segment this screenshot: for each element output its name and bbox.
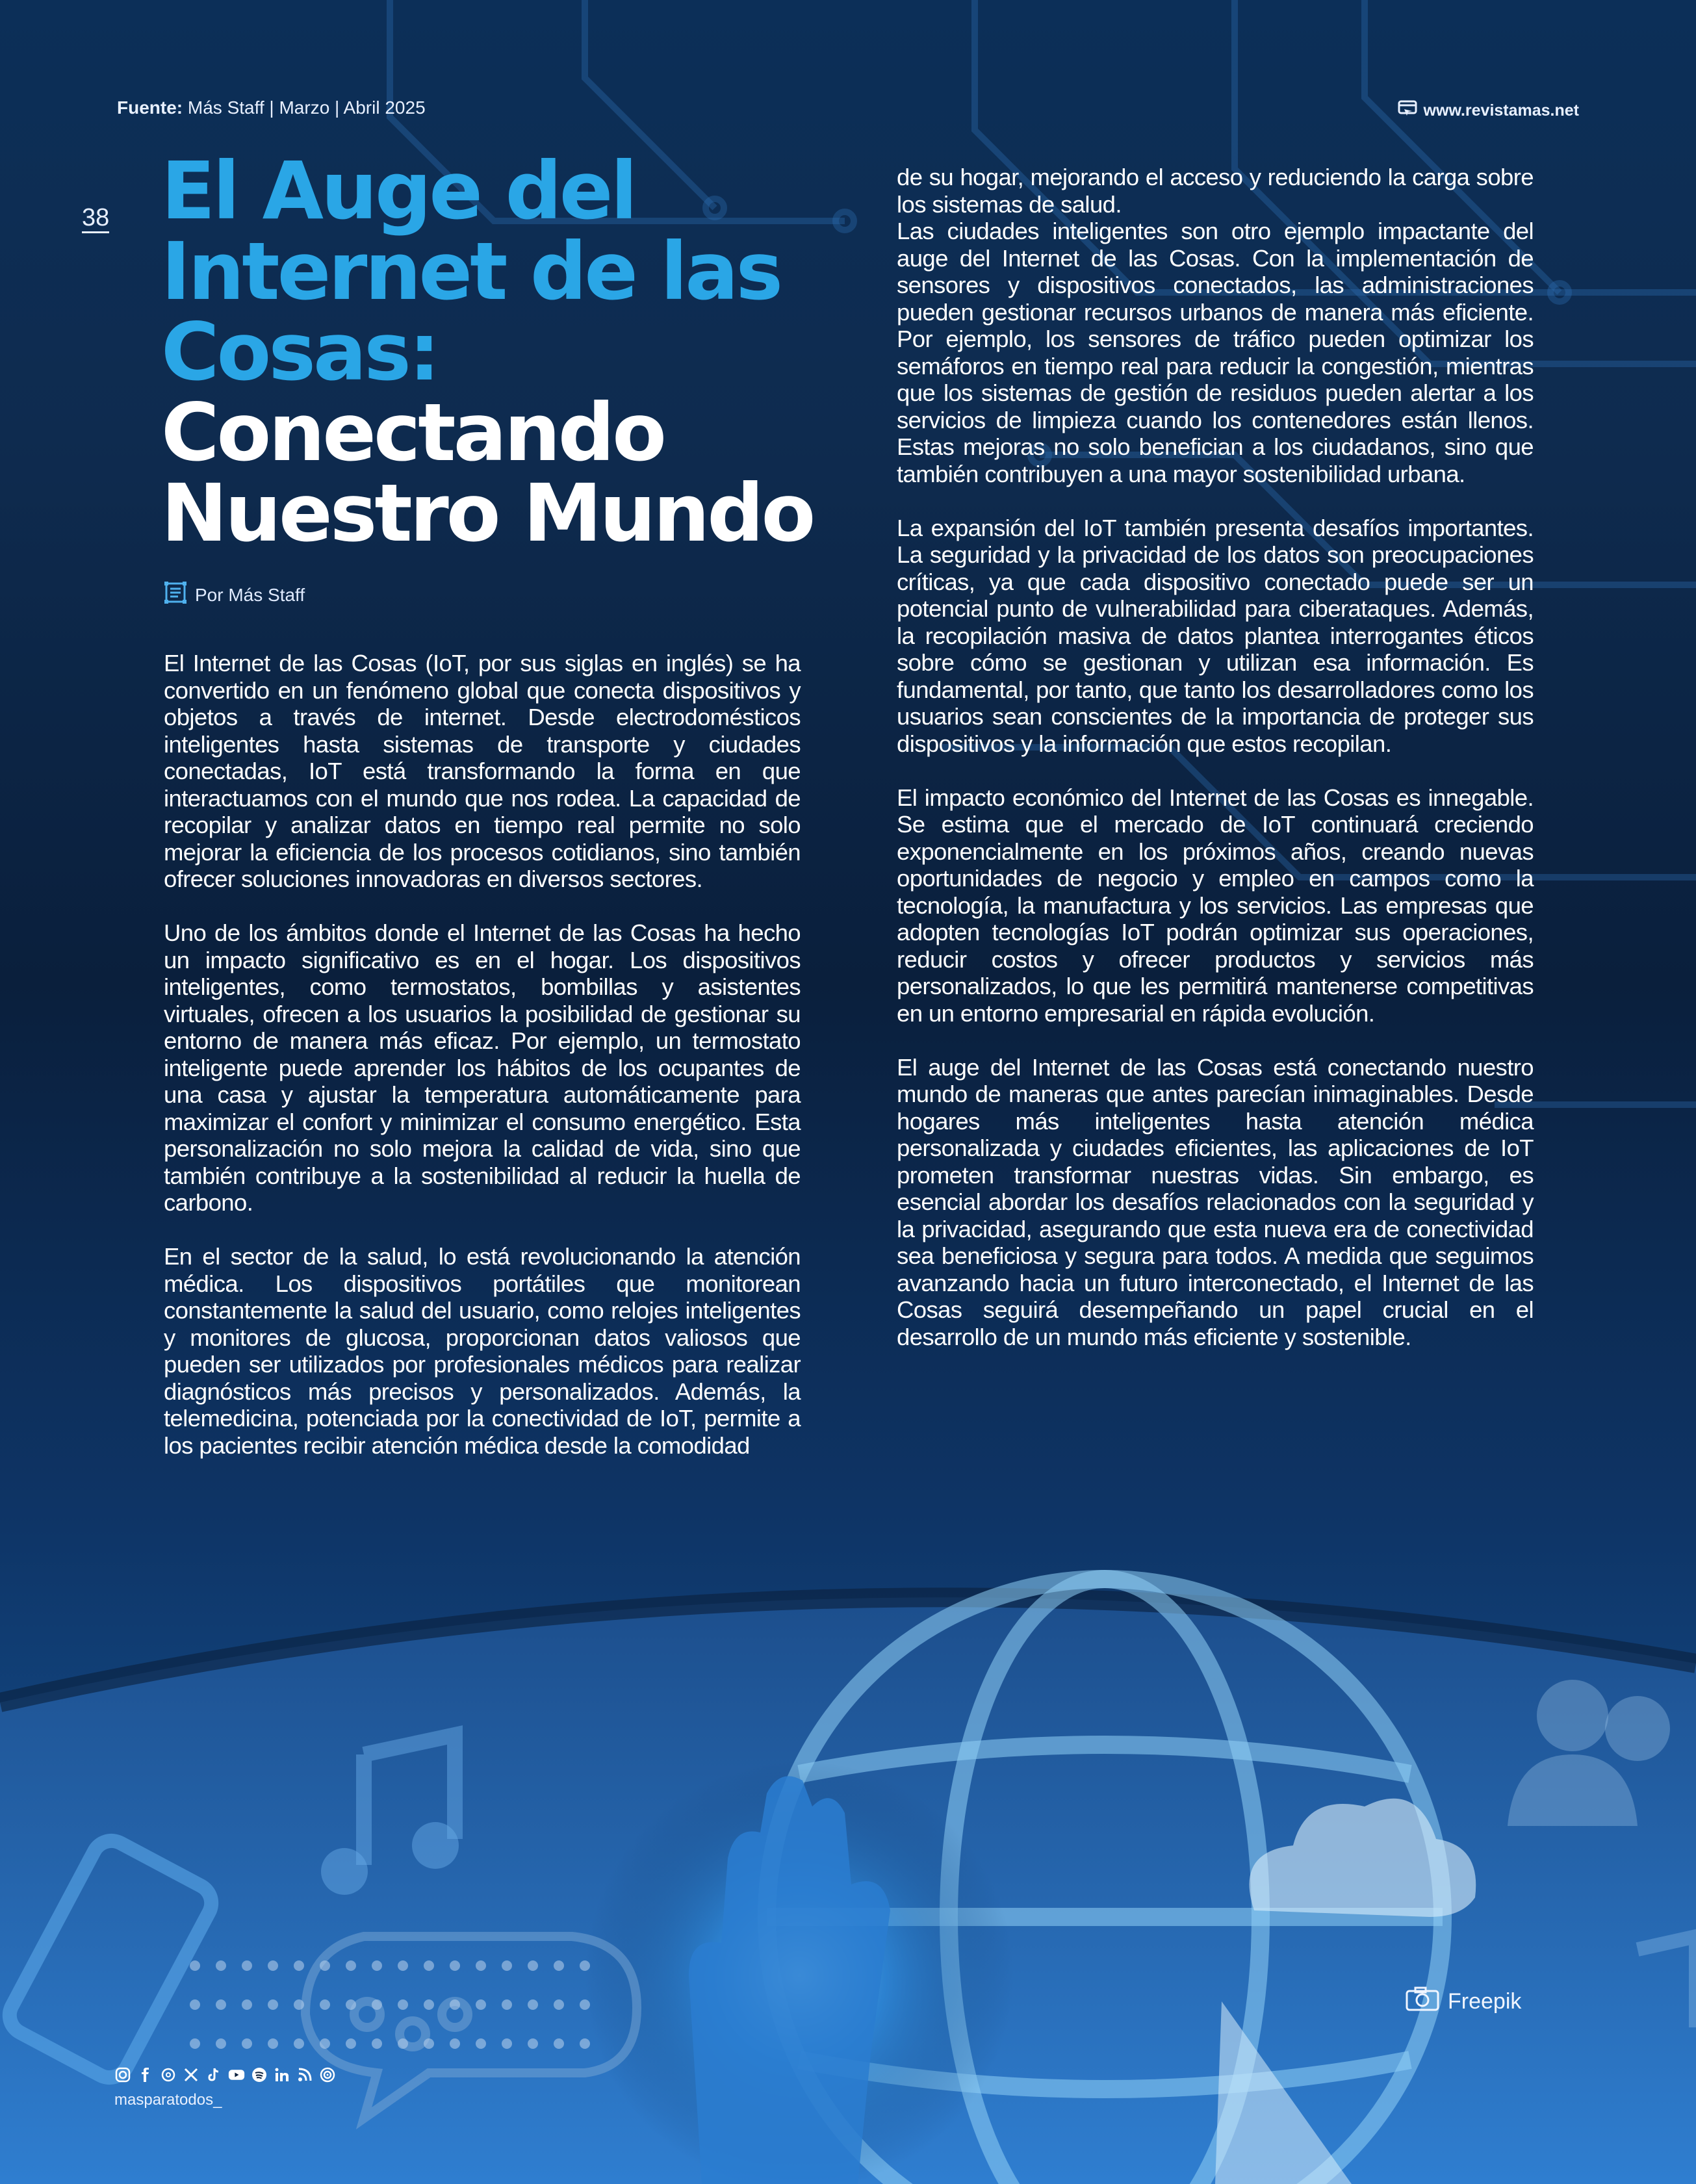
rss-icon[interactable]	[296, 2066, 313, 2083]
threads-icon[interactable]	[160, 2066, 177, 2083]
spotify-icon[interactable]	[251, 2066, 268, 2083]
photo-credit-text: Freepik	[1448, 1989, 1522, 2014]
camera-icon	[1405, 1986, 1440, 2018]
website-url: www.revistamas.net	[1423, 101, 1579, 120]
website-link[interactable]	[1398, 100, 1579, 122]
page-number: 38	[82, 205, 109, 233]
source-line	[117, 97, 426, 118]
title-line: Nuestro Mundo	[161, 467, 814, 559]
byline	[164, 581, 305, 609]
article-column-left	[164, 650, 801, 1486]
web-icon	[1398, 100, 1417, 122]
source-value: Más Staff | Marzo | Abril 2025	[183, 97, 426, 118]
instagram-icon[interactable]	[114, 2066, 131, 2083]
title-line: Conectando	[161, 387, 664, 479]
article-paragraph: El auge del Internet de las Cosas está conectando nuestro mundo de maneras que antes parecían inimaginables. Desde hogares más inteligentes hasta atención médica personalizada y ciudades eficientes, las aplicaciones de IoT prometen transformar nuestras vidas. Sin embargo, es esencial abordar los desafíos relacionados con la seguridad y la privacidad, asegurando que esta nueva era de conectividad sea beneficiosa y segura para todos. A medida que seguimos avanzando hacia un futuro interconectado, el Internet de las Cosas seguirá desempeñando un papel crucial en el desarrollo de un mundo más eficiente y sostenible.	[897, 1053, 1534, 1350]
source-label: Fuente:	[117, 97, 183, 118]
article-paragraph: de su hogar, mejorando el acceso y reduciendo la carga sobre los sistemas de salud. Las ciudades inteligentes son otro ejemplo impactante del auge del Internet de las Cosas. Con la implementación de sensores y dispositivos conectados, las administraciones pueden gestionar recursos urbanos de manera más eficiente. Por ejemplo, los sensores de tráfico pueden optimizar los semáforos en tiempo real para reducir la congestión, mientras que los sistemas de gestión de residuos pueden alertar a los servicios de limpieza cuando los contenedores están llenos. Estas mejoras no solo benefician a los ciudadanos, sino que también contribuyen a una mayor sostenibilidad urbana.	[897, 164, 1534, 487]
article-column-right	[897, 164, 1534, 1378]
title-line: Internet de las	[161, 225, 781, 318]
title-line: El Auge del	[161, 145, 636, 237]
article-paragraph: Uno de los ámbitos donde el Internet de las Cosas ha hecho un impacto significativo es en el hogar. Los dispositivos inteligentes, como termostatos, bombillas y asistentes virtuales, ofrecen a los usuarios la posibilidad de gestionar su entorno de manera más eficaz. Por ejemplo, un termostato inteligente puede aprender los hábitos de los ocupantes de una casa y ajustar la temperatura automáticamente para maximizar el confort y minimizar el consumo energético. Esta personalización no solo mejora la calidad de vida, sino que también contribuye a la sostenibilidad al reducir la huella de carbono.	[164, 919, 801, 1216]
podcast-icon[interactable]	[319, 2066, 336, 2083]
photo-credit	[1405, 1986, 1521, 2018]
article-paragraph: El impacto económico del Internet de las Cosas es innegable. Se estima que el mercado de IoT continuará creciendo exponencialmente en los próximos años, creando nuevas oportunidades de negocio y empleo en campos como la tecnología, la manufactura y los servicios. Las empresas que adopten tecnologías IoT podrán optimizar sus operaciones, reducir costos y ofrecer productos y servicios más personalizados, lo que les permitirá mantenerse competitivas en un entorno empresarial en rápida evolución.	[897, 784, 1534, 1027]
linkedin-icon[interactable]	[274, 2066, 290, 2083]
facebook-icon[interactable]	[137, 2066, 154, 2083]
tiktok-icon[interactable]	[205, 2066, 222, 2083]
youtube-icon[interactable]	[228, 2066, 245, 2083]
article-title	[161, 145, 837, 559]
author-icon	[164, 581, 187, 609]
social-icons	[114, 2066, 336, 2083]
byline-text: Por Más Staff	[195, 584, 305, 605]
social-handle: masparatodos_	[114, 2091, 222, 2109]
article-paragraph: El Internet de las Cosas (IoT, por sus siglas en inglés) se ha convertido en un fenómeno global que conecta dispositivos y objetos a través de internet. Desde electrodomésticos inteligentes hasta sistemas de transporte y ciudades conectadas, IoT está transformando la forma en que interactuamos con el mundo que nos rodea. La capacidad de recopilar y analizar datos en tiempo real permite no solo mejorar la eficiencia de los procesos cotidianos, sino también ofrecer soluciones innovadoras en diversos sectores.	[164, 650, 801, 892]
article-paragraph: La expansión del IoT también presenta desafíos importantes. La seguridad y la privacidad de los datos son preocupaciones críticas, ya que cada dispositivo conectado puede ser un potencial punto de vulnerabilidad para ciberataques. Además, la recopilación masiva de datos plantea interrogantes éticos sobre cómo se gestionan y utilizan esa información. Es fundamental, por tanto, que tanto los desarrolladores como los usuarios sean conscientes de la importancia de proteger sus dispositivos y la información que estos recopilan.	[897, 514, 1534, 757]
title-line: Cosas:	[161, 306, 438, 398]
article-paragraph: En el sector de la salud, lo está revolucionando la atención médica. Los dispositivos portátiles que monitorean constantemente la salud del usuario, como relojes inteligentes y monitores de glucosa, proporcionan datos valiosos que pueden ser utilizados por profesionales médicos para realizar diagnósticos más precisos y personalizados. Además, la telemedicina, potenciada por la conectividad de IoT, permite a los pacientes recibir atención médica desde la comodidad	[164, 1243, 801, 1459]
x-icon[interactable]	[183, 2066, 199, 2083]
